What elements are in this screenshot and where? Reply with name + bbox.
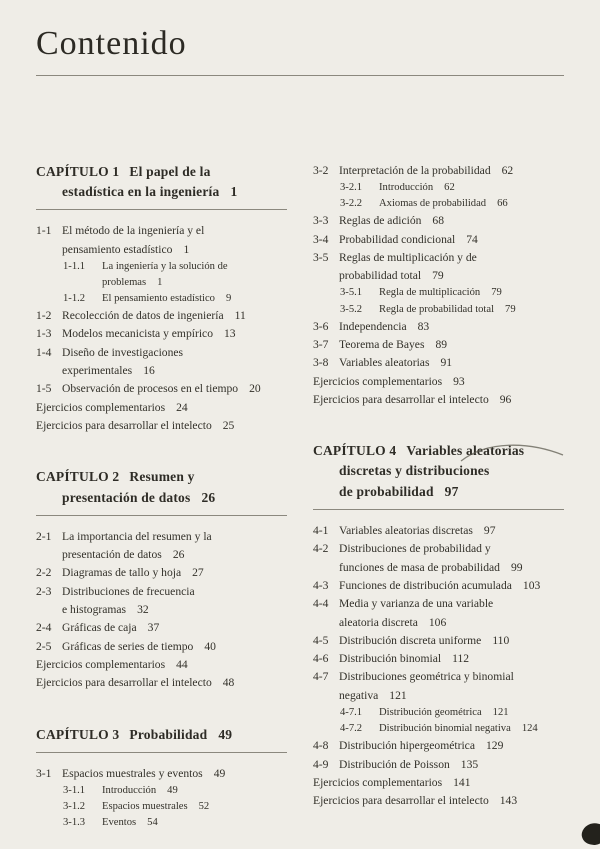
entry-number: 2-4 <box>36 621 52 635</box>
toc-entry <box>313 577 564 595</box>
entry-line: 4-2 Distribuciones de probabilidad y <box>339 540 564 558</box>
entry-number: 3-1.3 <box>63 817 86 829</box>
page-number: 49 <box>167 785 178 797</box>
entry-number: 1-1.1 <box>63 260 86 272</box>
page-number: 99 <box>510 560 523 574</box>
toc-subentry <box>313 705 564 721</box>
entry-number: 2-3 <box>36 584 52 598</box>
chapter-page-number: 26 <box>201 489 216 505</box>
page-number: 74 <box>466 232 478 246</box>
toc-entry <box>313 212 564 230</box>
entry-number: 4-5 <box>313 633 329 647</box>
scan-artifact <box>580 820 600 847</box>
page-number: 24 <box>176 400 188 414</box>
entry-line: 3-2 Interpretación de la probabilidad 62 <box>339 162 564 180</box>
toc-entry <box>36 656 287 674</box>
toc-entry <box>313 774 564 792</box>
toc-columns <box>36 162 564 832</box>
entry-line: 4-3 Funciones de distribución acumulada 103 <box>339 577 564 595</box>
page-number: 135 <box>460 757 479 771</box>
entry-number: 1-1.2 <box>63 293 86 304</box>
page-number: 93 <box>453 374 465 388</box>
entry-number: 3-1.2 <box>63 801 86 813</box>
entry-line: 2-1 La importancia del resumen y la <box>62 528 287 546</box>
page-number: 106 <box>428 615 447 629</box>
entry-number: 4-6 <box>313 652 329 666</box>
entry-number: 3-2.1 <box>340 182 363 193</box>
entry-number: 4-4 <box>313 597 329 611</box>
page-number: 1 <box>157 276 163 288</box>
toc-subentry <box>313 285 564 301</box>
toc-subentry <box>313 721 564 737</box>
entry-line: 2-2 Diagramas de tallo y hoja 27 <box>62 564 287 582</box>
chapter-label: CAPÍTULO 1 <box>36 163 120 179</box>
chapter-title-line: discretas y distribuciones <box>339 463 490 479</box>
chapter-rule <box>36 209 287 210</box>
entry-number: 4-7 <box>313 670 329 684</box>
entry-line: 4-8 Distribución hipergeométrica 129 <box>339 737 564 755</box>
page-number: 40 <box>204 639 216 653</box>
toc-entry <box>313 650 564 668</box>
page-number: 9 <box>225 293 232 304</box>
page-number: 91 <box>440 356 453 370</box>
toc-entry <box>36 528 287 565</box>
toc-entry <box>313 162 564 180</box>
page-number: 25 <box>222 418 235 432</box>
entry-line: e histogramas 32 <box>62 603 149 617</box>
toc-entry <box>313 595 564 632</box>
page-number: 143 <box>499 794 518 808</box>
page-number: 121 <box>492 707 509 719</box>
page-number: 13 <box>224 327 236 341</box>
entry-line: 3-1.2 Espacios muestrales 52 <box>102 799 287 815</box>
chapter-page-number: 97 <box>444 483 459 499</box>
entry-line: probabilidad total 79 <box>339 269 444 283</box>
entry-number: 3-7 <box>313 337 329 351</box>
entry-line: 4-7 Distribuciones geométrica y binomial <box>339 668 564 686</box>
page-number: 32 <box>137 603 149 617</box>
toc-entry <box>36 399 287 417</box>
toc-entry <box>313 231 564 249</box>
toc-subentry <box>313 302 564 318</box>
toc-column-left <box>36 162 287 832</box>
toc-entry <box>36 638 287 656</box>
page-number: 37 <box>147 621 160 635</box>
entry-number: 4-9 <box>313 757 329 771</box>
page-number: 129 <box>485 739 504 753</box>
entry-line: 3-5 Reglas de multiplicación y de <box>339 249 564 267</box>
page-title: Contenido <box>36 25 187 62</box>
toc-entry <box>313 354 564 372</box>
entry-line: aleatoria discreta 106 <box>339 615 447 629</box>
page-number: 54 <box>147 817 158 829</box>
page-number: 121 <box>389 688 407 702</box>
toc-entry <box>36 222 287 259</box>
entry-number: 3-2 <box>313 163 329 177</box>
page-number: 97 <box>483 523 496 537</box>
entry-line: 1-3 Modelos mecanicista y empírico 13 <box>62 325 287 343</box>
entry-line: 4-1 Variables aleatorias discretas 97 <box>339 522 564 540</box>
entry-number: 3-1 <box>36 766 52 780</box>
toc-entry <box>313 336 564 354</box>
entry-line: 3-1 Espacios muestrales y eventos 49 <box>62 765 287 783</box>
entry-line: 2-3 Distribuciones de frecuencia <box>62 583 287 601</box>
page-number: 16 <box>143 364 155 378</box>
toc-entry <box>313 391 564 409</box>
page-number: 48 <box>222 676 235 690</box>
toc-entry <box>313 522 564 540</box>
entry-line: Ejercicios para desarrollar el intelecto 143 <box>313 794 518 808</box>
entry-line: 3-6 Independencia 83 <box>339 318 564 336</box>
entry-number: 4-7.1 <box>340 707 363 719</box>
toc-entry <box>36 344 287 381</box>
chapter-title-line: CAPÍTULO 2 Resumen y <box>36 469 195 485</box>
entry-line: 1-1.1 La ingeniería y la solución de <box>102 259 287 275</box>
entry-line: 3-7 Teorema de Bayes 89 <box>339 336 564 354</box>
page-number: 26 <box>172 548 185 562</box>
entry-line: Ejercicios complementarios 44 <box>36 657 188 671</box>
entry-line: 1-1.2 El pensamiento estadístico 9 <box>102 291 287 307</box>
entry-number: 1-2 <box>36 309 52 323</box>
toc-entry <box>313 318 564 336</box>
toc-subentry <box>36 291 287 307</box>
chapter-page-number: 49 <box>218 726 233 742</box>
entry-number: 2-2 <box>36 566 52 580</box>
chapter-heading <box>313 441 564 510</box>
entry-number: 3-3 <box>313 214 329 228</box>
toc-entry <box>36 307 287 325</box>
chapter-title-line: presentación de datos 26 <box>62 489 216 505</box>
toc-entry <box>313 373 564 391</box>
toc-entry <box>36 325 287 343</box>
entry-line: 3-4 Probabilidad condicional 74 <box>339 231 564 249</box>
toc-entry <box>313 540 564 577</box>
entry-line: experimentales 16 <box>62 364 155 378</box>
page-number: 62 <box>501 163 514 177</box>
page-number: 1 <box>183 242 190 256</box>
toc-subentry <box>313 180 564 196</box>
toc-entry <box>313 756 564 774</box>
entry-number: 3-5.1 <box>340 287 363 299</box>
entry-line: 3-5.1 Regla de multiplicación 79 <box>379 285 564 301</box>
page-number: 20 <box>249 382 261 396</box>
page-number: 44 <box>176 657 188 671</box>
page-number: 79 <box>491 287 502 299</box>
page-number: 103 <box>522 578 541 592</box>
chapter-heading <box>36 725 287 753</box>
toc-entry <box>36 674 287 692</box>
toc-entry <box>313 249 564 286</box>
toc-subentry <box>36 799 287 815</box>
entry-number: 3-5.2 <box>340 303 363 315</box>
page-number: 89 <box>435 337 448 351</box>
entry-line: pensamiento estadístico 1 <box>62 242 190 256</box>
entry-line: 3-5.2 Regla de probabilidad total 79 <box>379 302 564 318</box>
entry-number: 3-4 <box>313 232 329 246</box>
page-number: 79 <box>505 303 516 315</box>
page-number: 83 <box>417 319 430 333</box>
page-number: 124 <box>521 723 538 735</box>
entry-line: 3-2.2 Axiomas de probabilidad 66 <box>379 196 564 212</box>
entry-number: 4-2 <box>313 542 329 556</box>
entry-line: 1-1 El método de la ingeniería y el <box>62 222 287 240</box>
entry-number: 3-2.2 <box>340 198 363 210</box>
page-number: 96 <box>499 392 512 406</box>
entry-line: 3-1.3 Eventos 54 <box>102 815 287 831</box>
toc-column-right <box>313 162 564 811</box>
entry-line: 4-9 Distribución de Poisson 135 <box>339 756 564 774</box>
chapter-title-line: CAPÍTULO 1 El papel de la <box>36 163 211 179</box>
entry-line: Ejercicios complementarios 24 <box>36 400 188 414</box>
chapter-heading <box>36 162 287 211</box>
chapter-label: CAPÍTULO 2 <box>36 469 120 485</box>
toc-entry <box>36 417 287 435</box>
chapter-rule <box>313 509 564 510</box>
toc-entry <box>36 619 287 637</box>
page-number: 11 <box>234 309 246 323</box>
chapter-label: CAPÍTULO 3 <box>36 726 120 742</box>
page-number: 141 <box>453 775 471 789</box>
entry-number: 3-1.1 <box>63 785 86 797</box>
chapter-rule <box>36 752 287 753</box>
entry-number: 4-3 <box>313 578 329 592</box>
page-number: 112 <box>452 652 470 666</box>
entry-number: 3-5 <box>313 250 329 264</box>
entry-number: 2-1 <box>36 529 52 543</box>
entry-number: 3-6 <box>313 319 329 333</box>
page-number: 79 <box>432 269 444 283</box>
chapter-page-number: 1 <box>230 183 238 199</box>
chapter-title-line: de probabilidad 97 <box>339 483 459 499</box>
page-number: 110 <box>492 633 510 647</box>
entry-line: Ejercicios complementarios 93 <box>313 374 465 388</box>
toc-entry <box>36 564 287 582</box>
page-number: 62 <box>444 182 455 193</box>
toc-subentry <box>36 815 287 831</box>
chapter-title-line: CAPÍTULO 4 Variables aleatorias <box>313 443 525 459</box>
entry-line: 4-4 Media y varianza de una variable <box>339 595 564 613</box>
entry-line: Ejercicios para desarrollar el intelecto 96 <box>313 392 512 406</box>
chapter-heading <box>36 467 287 516</box>
chapter-title-line: estadística en la ingeniería 1 <box>62 183 238 199</box>
entry-line: Ejercicios para desarrollar el intelecto 25 <box>36 418 235 432</box>
toc-subentry <box>313 196 564 212</box>
entry-line: 4-7.1 Distribución geométrica 121 <box>379 705 564 721</box>
entry-line: 3-8 Variables aleatorias 91 <box>339 354 564 372</box>
page-number: 49 <box>213 766 226 780</box>
title-rule <box>36 75 564 76</box>
entry-number: 1-5 <box>36 382 52 396</box>
entry-number: 4-1 <box>313 523 329 537</box>
toc-entry <box>36 380 287 398</box>
entry-number: 1-1 <box>36 224 52 238</box>
entry-line: 1-5 Observación de procesos en el tiempo 20 <box>62 380 287 398</box>
page-number: 52 <box>198 801 210 813</box>
entry-line: presentación de datos 26 <box>62 548 185 562</box>
toc-entry <box>36 583 287 620</box>
entry-number: 1-4 <box>36 345 52 359</box>
entry-line: 3-1.1 Introducción 49 <box>102 783 287 799</box>
toc-subentry <box>36 783 287 799</box>
toc-subentry <box>36 259 287 291</box>
toc-entry <box>313 632 564 650</box>
page-number: 68 <box>432 214 445 228</box>
entry-line: 1-2 Recolección de datos de ingeniería 11 <box>62 307 287 325</box>
entry-line: problemas 1 <box>102 276 163 288</box>
page-number: 66 <box>497 198 508 210</box>
toc-entry <box>313 792 564 810</box>
entry-line: 2-4 Gráficas de caja 37 <box>62 619 287 637</box>
entry-line: Ejercicios para desarrollar el intelecto 48 <box>36 676 235 690</box>
page-number: 27 <box>192 566 204 580</box>
entry-line: 3-2.1 Introducción 62 <box>379 180 564 196</box>
toc-entry <box>313 668 564 705</box>
chapter-rule <box>36 515 287 516</box>
entry-number: 1-3 <box>36 327 52 341</box>
entry-line: negativa 121 <box>339 688 407 702</box>
entry-line: funciones de masa de probabilidad 99 <box>339 560 523 574</box>
chapter-label: CAPÍTULO 4 <box>313 443 397 459</box>
toc-entry <box>313 737 564 755</box>
entry-number: 4-8 <box>313 739 329 753</box>
entry-line: 4-6 Distribución binomial 112 <box>339 650 564 668</box>
entry-line: 4-7.2 Distribución binomial negativa 124 <box>379 721 564 737</box>
entry-number: 4-7.2 <box>340 723 363 735</box>
toc-entry <box>36 765 287 783</box>
entry-line: 4-5 Distribución discreta uniforme 110 <box>339 632 564 650</box>
entry-line: 2-5 Gráficas de series de tiempo 40 <box>62 638 287 656</box>
entry-number: 2-5 <box>36 639 52 653</box>
entry-line: 1-4 Diseño de investigaciones <box>62 344 287 362</box>
entry-line: Ejercicios complementarios 141 <box>313 775 471 789</box>
entry-number: 3-8 <box>313 356 329 370</box>
entry-line: 3-3 Reglas de adición 68 <box>339 212 564 230</box>
chapter-title-line: CAPÍTULO 3 Probabilidad 49 <box>36 726 233 742</box>
